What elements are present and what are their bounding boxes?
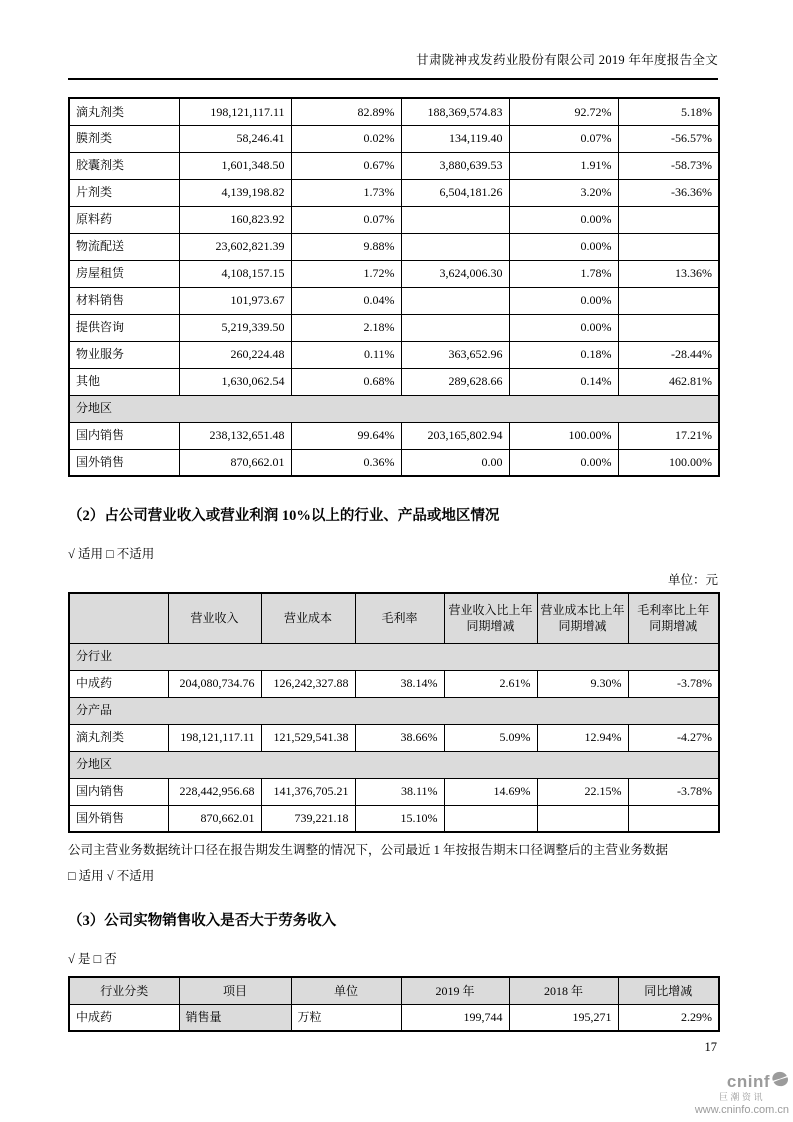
cell: 6,504,181.26 xyxy=(401,179,509,206)
cell: 2.18% xyxy=(291,314,401,341)
cell: 0.02% xyxy=(291,125,401,152)
table-header-row xyxy=(69,593,719,643)
table-row xyxy=(69,179,719,206)
cell: 160,823.92 xyxy=(179,206,291,233)
cell: 3.20% xyxy=(509,179,618,206)
column-header: 毛利率 xyxy=(355,593,444,643)
section-label: 分地区 xyxy=(69,395,719,422)
cell: 870,662.01 xyxy=(168,805,261,832)
cell: 1.73% xyxy=(291,179,401,206)
column-header: 营业成本 xyxy=(261,593,355,643)
cell: -56.57% xyxy=(618,125,719,152)
cell: 0.18% xyxy=(509,341,618,368)
cell xyxy=(401,206,509,233)
cell: -4.27% xyxy=(628,724,719,751)
cninfo-watermark xyxy=(695,1071,789,1117)
cell: 12.94% xyxy=(537,724,628,751)
unit-label: 单位：元 xyxy=(667,573,718,587)
cell: 0.00% xyxy=(509,314,618,341)
cninfo-swirl-icon xyxy=(771,1071,789,1092)
cell: 100.00% xyxy=(509,422,618,449)
cell: 870,662.01 xyxy=(179,449,291,476)
row-label: 胶囊剂类 xyxy=(69,152,179,179)
row-label: 膜剂类 xyxy=(69,125,179,152)
table-row xyxy=(69,368,719,395)
cell: -36.36% xyxy=(618,179,719,206)
row-label: 其他 xyxy=(69,368,179,395)
cell: 销售量 xyxy=(179,1004,291,1031)
cell: 0.00% xyxy=(509,206,618,233)
cell: 2.29% xyxy=(618,1004,719,1031)
cninfo-url: www.cninfo.com.cn xyxy=(694,1103,789,1116)
row-label: 国外销售 xyxy=(69,805,168,832)
section-row xyxy=(69,697,719,724)
column-header: 毛利率比上年同期增减 xyxy=(628,593,719,643)
cell: 58,246.41 xyxy=(179,125,291,152)
cell: 9.88% xyxy=(291,233,401,260)
row-label: 提供咨询 xyxy=(69,314,179,341)
cell: 1,630,062.54 xyxy=(179,368,291,395)
applicability-selector: √ 适用 □ 不适用 xyxy=(68,547,155,561)
table-row xyxy=(69,778,719,805)
cell: 100.00% xyxy=(618,449,719,476)
cell: 0.07% xyxy=(509,125,618,152)
section-label: 分地区 xyxy=(69,751,719,778)
cell: 5.09% xyxy=(444,724,537,751)
cell xyxy=(444,805,537,832)
cell xyxy=(537,805,628,832)
row-label: 原料药 xyxy=(69,206,179,233)
row-label: 中成药 xyxy=(69,670,168,697)
cell: 3,880,639.53 xyxy=(401,152,509,179)
column-header: 营业成本比上年同期增减 xyxy=(537,593,628,643)
cell: 1,601,348.50 xyxy=(179,152,291,179)
cninfo-brand-text: cninf xyxy=(726,1072,770,1091)
cell: 188,369,574.83 xyxy=(401,98,509,125)
cell: 0.14% xyxy=(509,368,618,395)
cell: 0.00% xyxy=(509,287,618,314)
row-label: 国内销售 xyxy=(69,422,179,449)
cell: 198,121,117.11 xyxy=(179,98,291,125)
cell: 13.36% xyxy=(618,260,719,287)
physical-sales-volume-table xyxy=(68,976,720,1032)
cell: 238,132,651.48 xyxy=(179,422,291,449)
table-row xyxy=(69,98,719,125)
column-header: 单位 xyxy=(291,977,401,1004)
row-label: 中成药 xyxy=(69,1004,179,1031)
cell: 15.10% xyxy=(355,805,444,832)
revenue-cost-margin-table xyxy=(68,592,720,833)
table-row xyxy=(69,287,719,314)
cell: 121,529,541.38 xyxy=(261,724,355,751)
applicability-selector: □ 适用 √ 不适用 xyxy=(68,869,155,883)
section-label: 分行业 xyxy=(69,643,719,670)
cell: 199,744 xyxy=(401,1004,509,1031)
cell: -3.78% xyxy=(628,778,719,805)
cell: -58.73% xyxy=(618,152,719,179)
cell: 228,442,956.68 xyxy=(168,778,261,805)
cell: 0.04% xyxy=(291,287,401,314)
yes-no-selector: √ 是 □ 否 xyxy=(68,952,117,966)
cell: 5,219,339.50 xyxy=(179,314,291,341)
cell: 5.18% xyxy=(618,98,719,125)
cell xyxy=(618,314,719,341)
row-label: 滴丸剂类 xyxy=(69,724,168,751)
page-number: 17 xyxy=(704,1040,717,1054)
cell: 92.72% xyxy=(509,98,618,125)
table-row xyxy=(69,449,719,476)
column-header: 行业分类 xyxy=(69,977,179,1004)
cell xyxy=(618,233,719,260)
row-label: 材料销售 xyxy=(69,287,179,314)
cell: 0.00% xyxy=(509,449,618,476)
table-header-row xyxy=(69,977,719,1004)
table-row xyxy=(69,341,719,368)
section-heading-3: （3）公司实物销售收入是否大于劳务收入 xyxy=(68,913,337,929)
column-header: 营业收入 xyxy=(168,593,261,643)
cell: 1.78% xyxy=(509,260,618,287)
document-header xyxy=(68,50,718,80)
cell: 739,221.18 xyxy=(261,805,355,832)
cell: 0.00 xyxy=(401,449,509,476)
row-label: 国内销售 xyxy=(69,778,168,805)
cell: 203,165,802.94 xyxy=(401,422,509,449)
cell xyxy=(401,314,509,341)
table-row xyxy=(69,724,719,751)
cell xyxy=(401,233,509,260)
cell: 23,602,821.39 xyxy=(179,233,291,260)
section-label: 分产品 xyxy=(69,697,719,724)
cell: 195,271 xyxy=(509,1004,618,1031)
cell: 0.67% xyxy=(291,152,401,179)
cell: -28.44% xyxy=(618,341,719,368)
table-row xyxy=(69,805,719,832)
cell: 126,242,327.88 xyxy=(261,670,355,697)
cell: 38.11% xyxy=(355,778,444,805)
statistics-caliber-note: 公司主营业务数据统计口径在报告期发生调整的情况下，公司最近 1 年按报告期末口径调整后的主营业务数据 xyxy=(68,843,669,857)
cell: 2.61% xyxy=(444,670,537,697)
section-heading-2: （2）占公司营业收入或营业利润 10%以上的行业、产品或地区情况 xyxy=(68,508,500,524)
cell: 363,652.96 xyxy=(401,341,509,368)
row-label: 房屋租赁 xyxy=(69,260,179,287)
cell: 204,080,734.76 xyxy=(168,670,261,697)
cell: 260,224.48 xyxy=(179,341,291,368)
section-row xyxy=(69,751,719,778)
cell: 82.89% xyxy=(291,98,401,125)
cell: 0.11% xyxy=(291,341,401,368)
cell: 3,624,006.30 xyxy=(401,260,509,287)
cninfo-subtitle: 巨潮资讯 xyxy=(718,1092,765,1102)
operating-revenue-breakdown-table xyxy=(68,97,720,477)
cell: 万粒 xyxy=(291,1004,401,1031)
table-row xyxy=(69,314,719,341)
report-title: 甘肃陇神戎发药业股份有限公司 2019 年年度报告全文 xyxy=(416,53,718,67)
cell: 289,628.66 xyxy=(401,368,509,395)
column-header: 营业收入比上年同期增减 xyxy=(444,593,537,643)
cell: 462.81% xyxy=(618,368,719,395)
cell: 0.07% xyxy=(291,206,401,233)
cell: 22.15% xyxy=(537,778,628,805)
cell: 14.69% xyxy=(444,778,537,805)
cell: 99.64% xyxy=(291,422,401,449)
table-row xyxy=(69,206,719,233)
cell: 134,119.40 xyxy=(401,125,509,152)
row-label: 国外销售 xyxy=(69,449,179,476)
cninfo-brand-row xyxy=(695,1071,789,1092)
cell: 141,376,705.21 xyxy=(261,778,355,805)
cell: 1.91% xyxy=(509,152,618,179)
cell xyxy=(401,287,509,314)
table-row xyxy=(69,125,719,152)
table-row xyxy=(69,152,719,179)
row-label: 滴丸剂类 xyxy=(69,98,179,125)
cell: 0.68% xyxy=(291,368,401,395)
table-row xyxy=(69,1004,719,1031)
cell: 0.36% xyxy=(291,449,401,476)
cell: 38.14% xyxy=(355,670,444,697)
row-label: 物流配送 xyxy=(69,233,179,260)
cell: 101,973.67 xyxy=(179,287,291,314)
row-label: 片剂类 xyxy=(69,179,179,206)
table-row xyxy=(69,260,719,287)
cell: 198,121,117.11 xyxy=(168,724,261,751)
table-row xyxy=(69,670,719,697)
cell xyxy=(618,287,719,314)
column-header xyxy=(69,593,168,643)
page-content xyxy=(68,0,718,1032)
column-header: 2018 年 xyxy=(509,977,618,1004)
cell: 38.66% xyxy=(355,724,444,751)
cell: 17.21% xyxy=(618,422,719,449)
cell xyxy=(618,206,719,233)
section-row xyxy=(69,643,719,670)
row-label: 物业服务 xyxy=(69,341,179,368)
cell: -3.78% xyxy=(628,670,719,697)
cell: 1.72% xyxy=(291,260,401,287)
cell xyxy=(628,805,719,832)
cell: 4,139,198.82 xyxy=(179,179,291,206)
table-row xyxy=(69,422,719,449)
cell: 0.00% xyxy=(509,233,618,260)
column-header: 同比增减 xyxy=(618,977,719,1004)
cell: 4,108,157.15 xyxy=(179,260,291,287)
cell: 9.30% xyxy=(537,670,628,697)
section-row xyxy=(69,395,719,422)
column-header: 2019 年 xyxy=(401,977,509,1004)
column-header: 项目 xyxy=(179,977,291,1004)
table-row xyxy=(69,233,719,260)
